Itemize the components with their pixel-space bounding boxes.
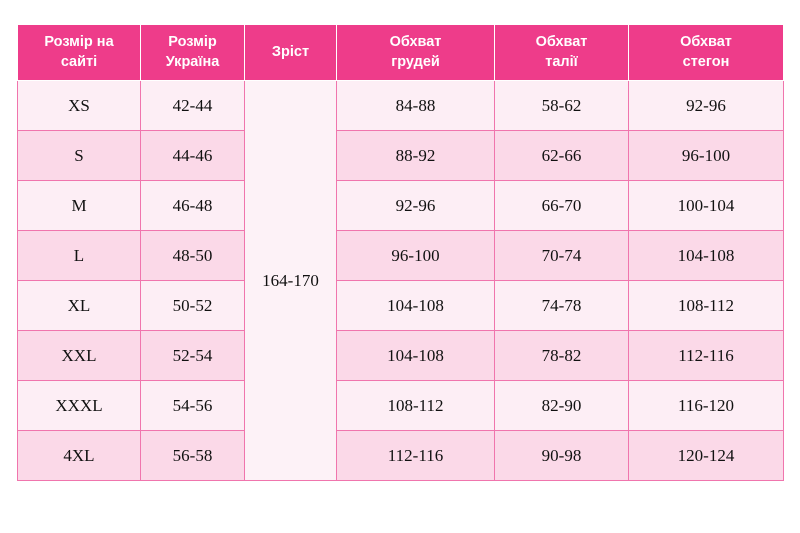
- table-row: [18, 381, 784, 431]
- table-row: [18, 331, 784, 381]
- cell-ua-size: 52-54: [141, 331, 245, 381]
- cell-site-size: S: [18, 131, 141, 181]
- table-header: [18, 25, 784, 81]
- cell-waist: 70-74: [495, 231, 629, 281]
- cell-site-size: L: [18, 231, 141, 281]
- column-header-ua-size-line2: Україна: [165, 53, 220, 70]
- column-header-site-size-line1: Розмір на: [44, 33, 114, 50]
- cell-hips: 112-116: [629, 331, 784, 381]
- cell-hips: 120-124: [629, 431, 784, 481]
- table-body: [18, 81, 784, 481]
- table-row: [18, 81, 784, 131]
- cell-hips: 92-96: [629, 81, 784, 131]
- cell-hips: 108-112: [629, 281, 784, 331]
- cell-chest: 104-108: [337, 281, 495, 331]
- column-header-height-line1: Зріст: [271, 43, 310, 60]
- cell-height: 164-170: [245, 81, 337, 481]
- column-header-hips-line1: Обхват: [680, 33, 732, 50]
- cell-ua-size: 50-52: [141, 281, 245, 331]
- column-header-chest-line1: Обхват: [389, 33, 442, 50]
- cell-waist: 78-82: [495, 331, 629, 381]
- column-header-chest-line2: грудей: [391, 53, 440, 70]
- column-header-ua-size-line1: Розмір: [168, 33, 217, 50]
- cell-chest: 104-108: [337, 331, 495, 381]
- column-header-waist-line2: талії: [545, 53, 578, 70]
- table-row: [18, 281, 784, 331]
- cell-chest: 84-88: [337, 81, 495, 131]
- header-row: [18, 25, 784, 81]
- cell-site-size: XXXL: [18, 381, 141, 431]
- column-header-chest: [337, 25, 495, 81]
- cell-hips: 96-100: [629, 131, 784, 181]
- cell-site-size: XL: [18, 281, 141, 331]
- size-chart-table-wrap: [17, 24, 783, 481]
- cell-waist: 90-98: [495, 431, 629, 481]
- cell-chest: 92-96: [337, 181, 495, 231]
- cell-waist: 82-90: [495, 381, 629, 431]
- column-header-ua-size: [141, 25, 245, 81]
- column-header-hips: [629, 25, 784, 81]
- cell-waist: 58-62: [495, 81, 629, 131]
- cell-hips: 116-120: [629, 381, 784, 431]
- cell-ua-size: 48-50: [141, 231, 245, 281]
- cell-site-size: XXL: [18, 331, 141, 381]
- table-row: [18, 431, 784, 481]
- cell-ua-size: 42-44: [141, 81, 245, 131]
- table-row: [18, 231, 784, 281]
- cell-chest: 112-116: [337, 431, 495, 481]
- cell-hips: 100-104: [629, 181, 784, 231]
- column-header-waist: [495, 25, 629, 81]
- cell-ua-size: 56-58: [141, 431, 245, 481]
- table-row: [18, 181, 784, 231]
- cell-chest: 108-112: [337, 381, 495, 431]
- cell-waist: 62-66: [495, 131, 629, 181]
- size-chart-table: [17, 24, 784, 481]
- cell-ua-size: 54-56: [141, 381, 245, 431]
- cell-site-size: XS: [18, 81, 141, 131]
- cell-site-size: M: [18, 181, 141, 231]
- column-header-site-size: [18, 25, 141, 81]
- column-header-site-size-line2: сайті: [60, 53, 98, 70]
- cell-site-size: 4XL: [18, 431, 141, 481]
- table-row: [18, 131, 784, 181]
- column-header-hips-line2: стегон: [682, 53, 730, 70]
- cell-chest: 88-92: [337, 131, 495, 181]
- cell-waist: 74-78: [495, 281, 629, 331]
- cell-hips: 104-108: [629, 231, 784, 281]
- cell-ua-size: 44-46: [141, 131, 245, 181]
- cell-waist: 66-70: [495, 181, 629, 231]
- cell-ua-size: 46-48: [141, 181, 245, 231]
- cell-chest: 96-100: [337, 231, 495, 281]
- column-header-waist-line1: Обхват: [535, 33, 588, 50]
- column-header-height: [245, 25, 337, 81]
